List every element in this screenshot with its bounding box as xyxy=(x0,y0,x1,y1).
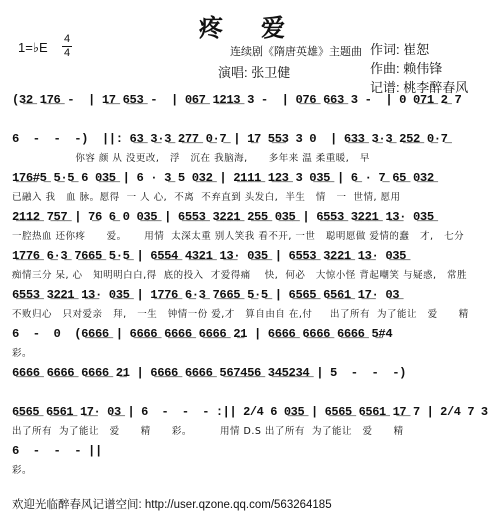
notation-line: 1̲7̲6̲#5̲ 5̲·5̲ 6 0̲3̲5̲ | 6 · 3̲ 5 0̲3̲2̲ | 2̲1̲1̲1̲ 1̲2̲3̲ 3 0̲3̲5̲ | 6̲ · 7̲ 6̲5̲ 0̲3̲2̲ xyxy=(12,171,434,185)
score-body xyxy=(12,92,490,482)
score-system xyxy=(12,287,490,326)
time-signature xyxy=(62,34,72,59)
notation-line: 6̲6̲6̲6̲ 6̲6̲6̲6̲ 6̲6̲6̲6̲ 2̲1 | 6̲6̲6̲6̲ 6̲6̲6̲6̲ 5̲6̲7̲4̲5̲6̲ 3̲4̲5̲2̲3̲4̲ | 5 - - -) xyxy=(12,366,407,380)
lyric-line: 彩。 xyxy=(12,348,33,359)
notation-line: 6 - - -) ||: 6̲3̲ 3̲·3̲ 2̲7̲7̲ 0̲·7̲ | 1̲7 5̲5̲3 3 0 | 6̲3̲3̲ 3̲·3̲ 2̲5̲2̲ 0̲·7̲ xyxy=(12,132,448,146)
composer-credit: 作曲: 赖伟锋 xyxy=(370,61,443,76)
time-signature-top: 4 xyxy=(63,33,71,45)
lyric-line: 已融入 我 血 脉。愿得 一 人 心, 不离 不弃直到 头发白, 半生 情 一 世情, 愿用 xyxy=(12,192,401,203)
lyric-line: 你容 颜 从 没更改, 浮 沉在 我脑海, 多年来 温 柔重暖, 早 xyxy=(12,153,370,164)
score-system xyxy=(12,209,490,248)
score-system xyxy=(12,170,490,209)
time-signature-bottom: 4 xyxy=(63,47,71,59)
notation-line: (3̲2̲ 1̲7̲6̲ - | 1̲7̲ 6̲5̲3̲ - | 0̲6̲7̲ 1̲2̲1̲3̲ 3 - | 0̲7̲6̲ 6̲6̲3̲ 3 - | 0 0̲7̲1̲ 2̲ 7 xyxy=(12,93,462,107)
drama-subtitle: 连续剧《隋唐英雄》主题曲 xyxy=(230,46,362,58)
notation-line: 6 - 0 (6̲6̲6̲6̲ | 6̲6̲6̲6̲ 6̲6̲6̲6̲ 6̲6̲6̲6̲ 2̲1 | 6̲6̲6̲6̲ 6̲6̲6̲6̲ 6̲6̲6̲6̲ 5̲#4 xyxy=(12,327,393,341)
score-system xyxy=(12,365,490,404)
footer-link-text: 欢迎光临醉春风记谱空间: http://user.qzone.qq.com/563264185 xyxy=(12,499,332,511)
score-system xyxy=(12,92,490,131)
score-system xyxy=(12,443,490,482)
singer-credit: 演唱: 张卫健 xyxy=(218,65,291,80)
notation-line: 1̲7̲7̲6̲ 6̲·3̲ 7̲6̲6̲5̲ 5̲·5̲ | 6̲5̲5̲4̲ 4̲3̲2̲1̲ 1̲3̲· 0̲3̲5̲ | 6̲5̲5̲3̲ 3̲2̲2̲1̲ 1̲3̲· 0̲3̲5̲ xyxy=(12,249,407,263)
notation-line: 6̲5̲6̲5̲ 6̲5̲6̲1̲ 1̲7̲· 0̲3̲ | 6 - - - :|| 2/4 6 0̲3̲5̲ | 6̲5̲6̲5̲ 6̲5̲6̲1̲ 1̲7̲ 7 | 2/4 7 3 xyxy=(12,405,488,419)
score-system xyxy=(12,326,490,365)
page-title: 疼 爱 xyxy=(199,16,301,42)
score-system xyxy=(12,248,490,287)
score-system xyxy=(12,404,490,443)
notation-line: 6 - - - || xyxy=(12,444,102,458)
lyric-line: 痴情三分 呆, 心 知明明白白,得 底的投入 才爱得痛 快, 何必 大惊小怪 背起嘲笑 与疑惑, 常胜 xyxy=(12,270,468,281)
credits-block xyxy=(370,40,468,97)
score-system xyxy=(12,131,490,170)
lyric-line: 彩。 xyxy=(12,465,33,476)
lyric-line: 出了所有 为了能让 爱 精 彩。 用情 D.S 出了所有 为了能让 爱 精 xyxy=(12,426,404,437)
transcriber-credit: 记谱: 桃李醉春风 xyxy=(370,80,469,95)
lyric-line: 一腔热血 还你疼 爱。 用情 太深太重 别人笑我 看不开, 一世 聪明愿做 爱情的蠢 才, 七分 xyxy=(12,231,465,242)
lyric-line: 不败归心 只对爱亲 拜, 一生 钟情一份 爱,才 算自由自 在,付 出了所有 为了能让 爱 精 xyxy=(12,309,469,320)
notation-line: 6̲5̲5̲3̲ 3̲2̲2̲1̲ 1̲3̲· 0̲3̲5̲ | 1̲7̲7̲6̲ 6̲·3̲ 7̲6̲6̲5̲ 5̲·5̲ | 6̲5̲6̲5̲ 6̲5̲6̲1̲ 1̲7̲· 0̲3̲ xyxy=(12,288,400,302)
lyricist-credit: 作词: 崔恕 xyxy=(370,42,430,57)
key-signature: 1=♭E xyxy=(18,40,48,55)
notation-line: 2̲1̲1̲2̲ 7̲5̲7̲ | 7̲6 6̲ 0 0̲3̲5̲ | 6̲5̲5̲3̲ 3̲2̲2̲1̲ 2̲5̲5̲ 0̲3̲5̲ | 6̲5̲5̲3̲ 3̲2̲2̲1̲ 1̲3̲· 0̲3̲5̲ xyxy=(12,210,434,224)
